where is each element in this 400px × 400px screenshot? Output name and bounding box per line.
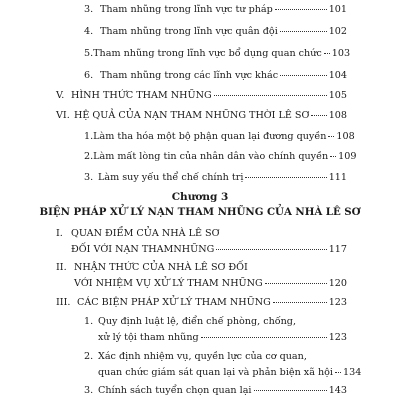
toc-entry-number: 2. (84, 151, 94, 162)
toc-section[interactable] (56, 297, 347, 309)
toc-section-line[interactable] (56, 262, 248, 274)
toc-section-text: HÌNH THỨC THAM NHŨNG (71, 90, 212, 101)
toc-page-number: 108 (336, 131, 355, 142)
toc-entry-text: quan chức giám sát quan lại và phản biện xã hội (98, 367, 333, 378)
toc-leader (201, 337, 327, 338)
toc-page-number: 143 (328, 385, 347, 396)
toc-section-number: III. (56, 297, 71, 308)
toc-entry[interactable] (84, 48, 351, 60)
toc-entry[interactable] (84, 151, 357, 163)
toc-entry-text: Tham nhũng trong lĩnh vực bổ dụng quan chức (93, 48, 322, 59)
toc-page-number: 123 (328, 297, 347, 308)
toc-section[interactable] (71, 244, 347, 256)
toc-entry[interactable] (84, 131, 355, 143)
toc-entry-line[interactable] (84, 351, 307, 363)
toc-leader (280, 31, 327, 32)
toc-leader (214, 95, 327, 96)
toc-entry-line[interactable] (84, 316, 296, 328)
toc-entry-text: Chính sách tuyển chọn quan lại (98, 385, 252, 396)
toc-leader (280, 75, 327, 76)
toc-leader (245, 177, 326, 178)
toc-page-number: 102 (328, 26, 347, 37)
toc-entry-number: 1. (84, 131, 94, 142)
toc-leader (330, 156, 336, 157)
toc-leader (254, 390, 327, 391)
toc-entry-text: Tham nhũng trong lĩnh vực tư pháp (100, 4, 273, 15)
toc-entry-number: 4. (84, 26, 94, 37)
toc-entry[interactable] (84, 172, 347, 184)
toc-section-number: VI. (56, 110, 70, 121)
toc-page-number: 123 (328, 332, 347, 343)
toc-page-number: 101 (328, 4, 347, 15)
toc-entry[interactable] (84, 26, 347, 38)
toc-entry-text: Tham nhũng trong lĩnh vực quân đội (100, 26, 278, 37)
toc-page-number: 120 (328, 278, 347, 289)
toc-section-text: HỆ QUẢ CỦA NẠN THAM NHŨNG THỜI LÊ SƠ (74, 110, 310, 121)
toc-entry-number: 1. (84, 316, 94, 327)
toc-entry[interactable] (84, 385, 347, 397)
toc-leader (335, 372, 341, 373)
toc-section[interactable] (74, 278, 347, 290)
toc-entry-text: Tham nhũng trong các lĩnh vực khác (100, 70, 279, 81)
toc-entry-text: Làm mất lòng tin của nhân dân vào chính quyền (93, 151, 329, 162)
toc-section[interactable] (56, 90, 347, 102)
toc-entry-number: 5. (84, 48, 94, 59)
chapter-title: BIỆN PHÁP XỬ LÝ NẠN THAM NHŨNG CỦA NHÀ LÊ SƠ (39, 206, 361, 218)
toc-section-number: V. (56, 90, 65, 101)
toc-page-number: 108 (328, 110, 347, 121)
toc-entry-text: Quy định luật lệ, điển chế phòng, chống, (98, 316, 296, 327)
toc-entry-text: Xác định nhiệm vụ, quyền lực của cơ quan, (98, 351, 307, 362)
toc-entry-number: 3. (84, 385, 94, 396)
toc-leader (324, 53, 330, 54)
toc-page-number: 105 (328, 90, 347, 101)
chapter-label: Chương 3 (171, 191, 229, 203)
toc-leader (265, 283, 327, 284)
toc-entry-number: 3. (84, 4, 94, 15)
toc-section-text: CÁC BIỆN PHÁP XỬ LÝ THAM NHŨNG (77, 297, 271, 308)
toc-entry-text: xử lý tội tham nhũng (98, 332, 199, 343)
toc-entry[interactable] (98, 367, 362, 379)
toc-page-number: 103 (331, 48, 351, 59)
toc-page-number: 111 (328, 172, 347, 183)
toc-entry-number: 6. (84, 70, 94, 81)
toc-entry-number: 3. (84, 172, 94, 183)
toc-entry[interactable] (84, 4, 347, 16)
toc-page-number: 134 (343, 367, 362, 378)
toc-section-text: VỚI NHIỆM VỤ XỬ LÝ THAM NHŨNG (74, 278, 263, 289)
toc-entry-number: 2. (84, 351, 94, 362)
toc-section[interactable] (56, 110, 347, 122)
toc-entry[interactable] (84, 70, 347, 82)
toc-section-text: ĐỐI VỚI NẠN THAMNHŨNG (71, 244, 215, 255)
toc-page-number: 109 (338, 151, 357, 162)
toc-page-number: 117 (328, 244, 347, 255)
toc-section-text: QUAN ĐIỂM CỦA NHÀ LÊ SƠ (71, 228, 220, 239)
toc-entry[interactable] (98, 332, 347, 344)
toc-leader (273, 302, 327, 303)
toc-section-text: NHẬN THỨC CỦA NHÀ LÊ SƠ ĐỐI (74, 262, 248, 273)
toc-leader (311, 115, 326, 116)
toc-section-number: II. (56, 262, 67, 273)
toc-section-line[interactable] (56, 228, 219, 240)
toc-page-number: 104 (328, 70, 347, 81)
toc-leader (328, 136, 334, 137)
toc-leader (216, 249, 326, 250)
toc-entry-text: Làm suy yếu thể chế chính trị (98, 172, 244, 183)
toc-section-number: I. (56, 228, 63, 239)
toc-entry-text: Làm tha hóa một bộ phận quan lại đương quyền (93, 131, 327, 142)
toc-leader (275, 9, 327, 10)
